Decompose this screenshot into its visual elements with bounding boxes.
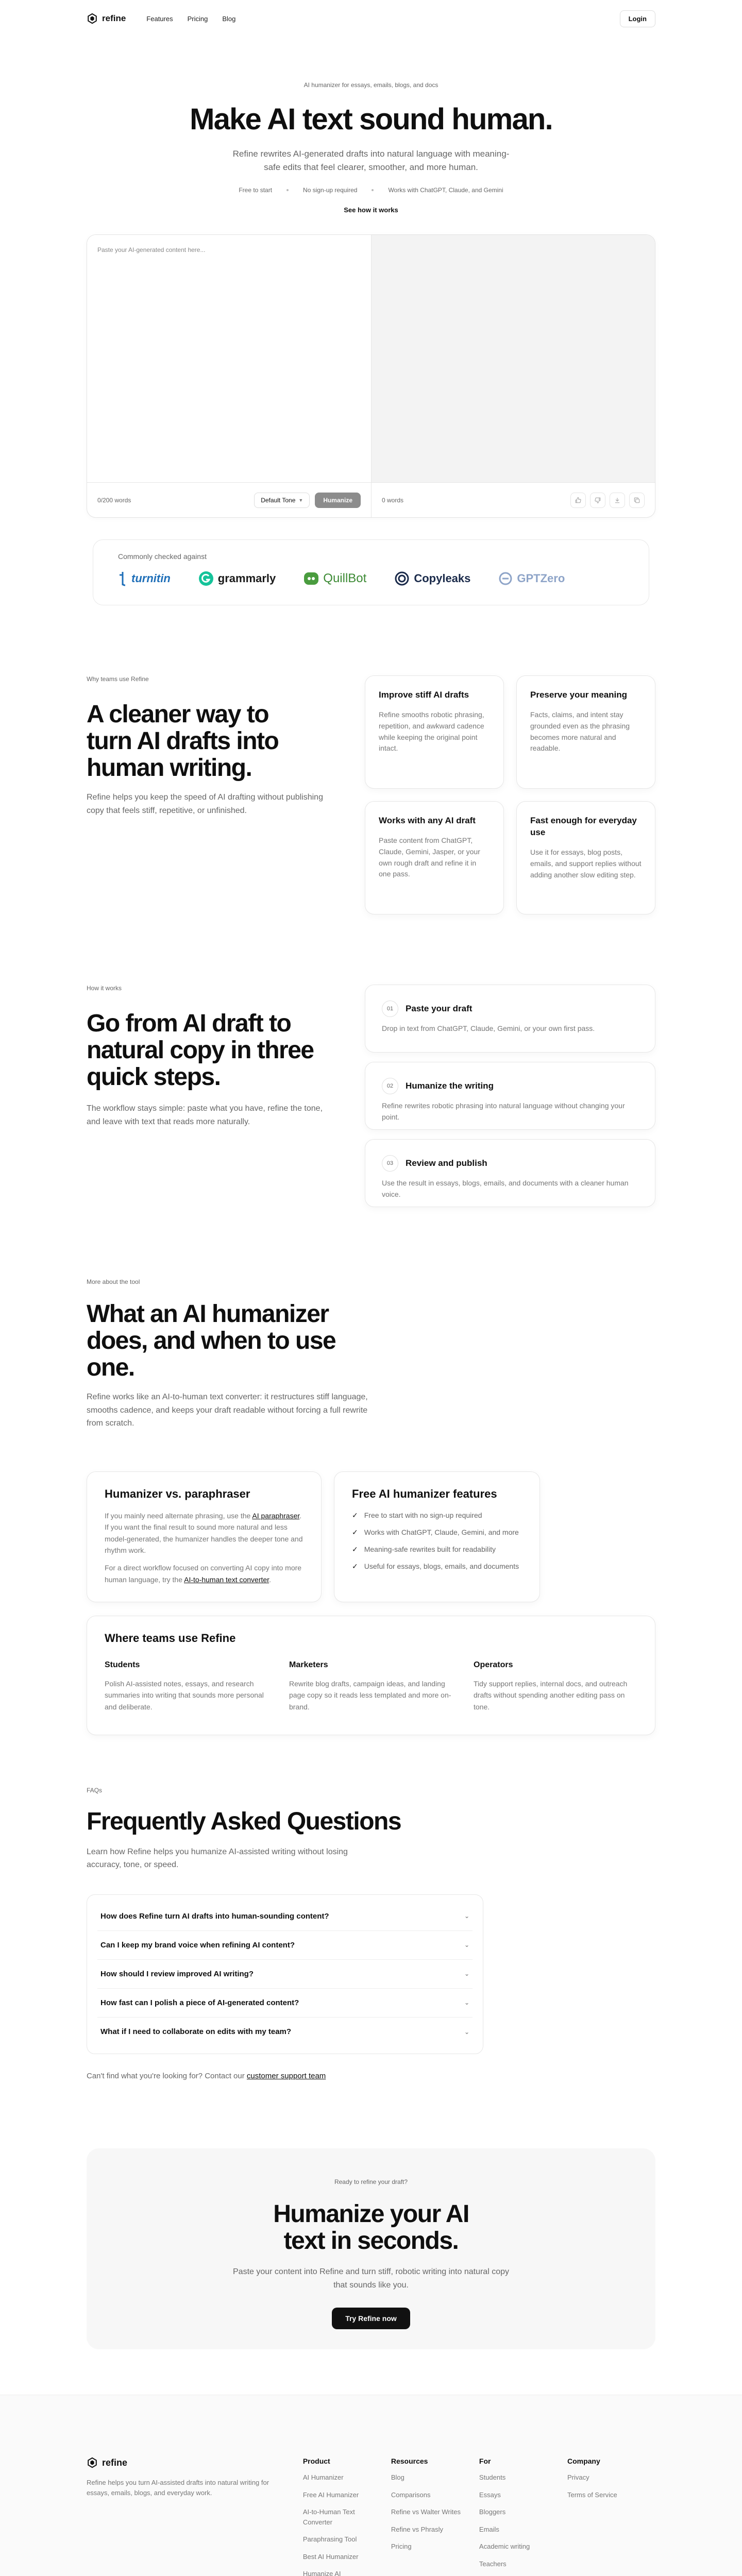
badge-no-signup: No sign-up required	[303, 187, 358, 194]
humanize-button[interactable]: Humanize	[315, 493, 361, 508]
cta-lead: Paste your content into Refine and turn stiff, robotic writing into natural copy that sounds like you.	[233, 2267, 509, 2290]
teams-card	[87, 1616, 655, 1735]
check-icon: ✓	[352, 1511, 358, 1519]
brand-logo[interactable]	[87, 13, 126, 24]
features-title: Free AI humanizer features	[352, 1487, 497, 1500]
faq-question: How should I review improved AI writing?	[100, 1969, 254, 1978]
nav-link-blog[interactable]: Blog	[222, 14, 236, 23]
ai-to-human-link[interactable]: AI-to-human text converter	[184, 1575, 269, 1584]
why-card-title: Preserve your meaning	[530, 690, 628, 700]
why-card-text: Refine smooths robotic phrasing, repetition, and awkward cadence while keeping the original point intact.	[379, 710, 484, 753]
teams-col-title: Operators	[474, 1660, 513, 1669]
footer	[0, 2395, 742, 2576]
teams-col-marketers	[289, 1660, 453, 1713]
more-lead: Refine works like an AI-to-human text converter: it restructures stiff language, smooths cadence, and keeps your draft readable without forcing a full rewrite from scratch.	[87, 1392, 368, 1428]
vs-paragraph-1	[105, 1510, 303, 1556]
footer-link[interactable]: Essays	[479, 2490, 501, 2499]
more-title: What an AI humanizer does, and when to use one.	[87, 1300, 336, 1382]
check-icon: ✓	[352, 1545, 358, 1553]
more-section	[87, 1278, 655, 1735]
why-card-title: Fast enough for everyday use	[530, 816, 637, 838]
faq-question: Can I keep my brand voice when refining AI content?	[100, 1940, 295, 1950]
step-title: Review and publish	[406, 1158, 487, 1168]
humanizer-editor	[87, 234, 655, 518]
feature-item	[352, 1562, 522, 1571]
feature-item	[352, 1511, 522, 1520]
vs-title: Humanizer vs. paraphraser	[105, 1487, 250, 1500]
try-refine-button[interactable]: Try Refine now	[332, 2308, 410, 2329]
turnitin-icon	[118, 571, 127, 586]
copyleaks-icon	[394, 571, 410, 586]
faq-item[interactable]	[97, 1989, 473, 2018]
footer-link[interactable]: Comparisons	[391, 2490, 431, 2499]
teams-columns	[105, 1660, 637, 1713]
ai-paraphraser-link[interactable]: AI paraphraser	[252, 1511, 300, 1520]
turnitin-logo	[118, 571, 171, 586]
teams-col-text: Tidy support replies, internal docs, and outreach drafts without spending another editing pass on tone.	[474, 1679, 628, 1711]
teams-col-students	[105, 1660, 268, 1713]
input-word-count: 0/200 words	[97, 496, 131, 504]
more-kicker: More about the tool	[87, 1278, 140, 1286]
step-number: 01	[382, 1001, 398, 1017]
chevron-down-icon: ▼	[298, 497, 303, 503]
step-text: Use the result in essays, blogs, emails, and documents with a cleaner human voice.	[382, 1179, 629, 1199]
cta-title	[87, 2201, 655, 2255]
footer-link[interactable]: Terms of Service	[567, 2490, 617, 2499]
nav-link-features[interactable]: Features	[146, 14, 173, 23]
step-card	[365, 985, 655, 1053]
grammarly-icon	[198, 571, 214, 586]
faq-item[interactable]	[97, 2018, 473, 2046]
more-cards	[87, 1471, 655, 1602]
vs-paragraph-2	[105, 1562, 303, 1585]
how-section	[87, 985, 655, 1273]
faq-footer	[87, 2072, 655, 2080]
teams-title: Where teams use Refine	[105, 1631, 236, 1645]
footer-links	[567, 2472, 655, 2500]
features-list	[352, 1511, 522, 1571]
gptzero-name: GPTZero	[517, 572, 565, 585]
thumbs-down-icon[interactable]	[590, 493, 605, 508]
hero-title: Make AI text sound human.	[190, 103, 552, 136]
checked-against-panel	[93, 539, 649, 605]
nav-link-pricing[interactable]: Pricing	[187, 14, 208, 23]
footer-col-company	[567, 2457, 655, 2576]
step-head	[382, 1078, 638, 1094]
editor-toolbar	[87, 482, 655, 517]
faq-kicker: FAQs	[87, 1786, 103, 1794]
why-card-title: Improve stiff AI drafts	[379, 690, 469, 700]
footer-blurb: Refine helps you turn AI-assisted drafts into natural writing for essays, emails, blogs, and everyday work.	[87, 2479, 269, 2497]
brand-name: refine	[102, 13, 126, 23]
check-icon: ✓	[352, 1528, 358, 1536]
footer-link[interactable]: Emails	[479, 2525, 499, 2533]
why-card	[365, 801, 504, 914]
thumbs-up-icon[interactable]	[570, 493, 586, 508]
output-toolbar	[372, 483, 655, 517]
tone-value: Default Tone	[261, 496, 296, 504]
logo-icon	[87, 13, 98, 24]
why-card	[365, 675, 504, 789]
why-card-title: Works with any AI draft	[379, 816, 476, 826]
turnitin-name: turnitin	[131, 572, 171, 585]
footer-col-title: Company	[567, 2457, 600, 2465]
step-head	[382, 1001, 638, 1017]
nav-links	[146, 15, 235, 23]
badge-separator	[372, 189, 374, 191]
cta-kicker: Ready to refine your draft?	[334, 2178, 408, 2185]
hero-badges	[87, 187, 655, 194]
grammarly-logo	[198, 571, 276, 586]
faq-question: How does Refine turn AI drafts into human-sounding content?	[100, 1911, 329, 1921]
quillbot-logo	[303, 571, 366, 586]
footer-link[interactable]: Blog	[391, 2473, 404, 2481]
gptzero-logo	[498, 571, 565, 586]
hero	[87, 37, 655, 214]
why-cards	[365, 675, 655, 914]
step-head	[382, 1155, 638, 1172]
support-link[interactable]: customer support team	[246, 2071, 326, 2080]
step-number: 03	[382, 1155, 398, 1172]
output-pane	[372, 235, 655, 482]
copy-icon[interactable]	[629, 493, 645, 508]
footer-link[interactable]: Students	[479, 2473, 506, 2481]
footer-link[interactable]: Bloggers	[479, 2508, 506, 2516]
badge-separator	[286, 189, 289, 191]
footer-brand-name: refine	[102, 2457, 128, 2468]
hero-subtitle: Refine rewrites AI-generated drafts into natural language with meaning-safe edits that feel clearer, smoother, and more human.	[232, 148, 510, 173]
gptzero-icon	[498, 571, 513, 586]
teams-col-title: Marketers	[289, 1660, 328, 1669]
footer-grid	[87, 2457, 655, 2576]
logo-icon	[87, 2457, 98, 2468]
footer-col-title: For	[479, 2457, 491, 2465]
faq-section	[87, 1787, 655, 2080]
cta-panel	[87, 2148, 655, 2349]
grammarly-name: grammarly	[217, 572, 276, 585]
footer-link[interactable]: Privacy	[567, 2473, 589, 2481]
why-card	[516, 801, 655, 914]
vs-text: . If you want the final result to sound more natural and less model-generated, the humanizer handles the deeper tone and rhythm work.	[105, 1511, 303, 1554]
footer-link[interactable]: Humanize AI	[302, 2570, 341, 2576]
cta-title-line: text in seconds.	[283, 2227, 459, 2255]
login-button[interactable]: Login	[620, 10, 655, 27]
tone-select[interactable]	[254, 493, 310, 508]
footer-links	[391, 2472, 479, 2552]
feature-item	[352, 1545, 522, 1554]
how-intro	[87, 985, 334, 1128]
vs-text: If you mainly need alternate phrasing, use the	[105, 1511, 252, 1520]
quillbot-icon	[303, 571, 319, 586]
footer-link[interactable]: Refine vs Walter Writes	[391, 2508, 461, 2516]
footer-link[interactable]: Paraphrasing Tool	[302, 2535, 357, 2543]
download-icon[interactable]	[610, 493, 625, 508]
why-kicker: Why teams use Refine	[87, 675, 149, 683]
footer-brand	[87, 2457, 303, 2576]
top-nav	[87, 0, 655, 37]
chevron-down-icon: ⌄	[464, 1912, 469, 1920]
how-title: Go from AI draft to natural copy in three quick steps.	[87, 1010, 314, 1091]
copyleaks-logo	[394, 571, 470, 586]
teams-col-text: Rewrite blog drafts, campaign ideas, and landing page copy so it reads less templated and more on-brand.	[289, 1679, 451, 1711]
chevron-down-icon: ⌄	[464, 1970, 469, 1978]
footer-link[interactable]: Refine vs Phrasly	[391, 2525, 444, 2533]
vs-text: For a direct workflow focused on converting AI copy into more human language, try the	[105, 1564, 302, 1584]
step-text: Drop in text from ChatGPT, Claude, Gemini, or your own first pass.	[382, 1024, 595, 1033]
cta-title-line: Humanize your AI	[273, 2200, 469, 2228]
footer-col-title: Product	[302, 2457, 330, 2465]
footer-link[interactable]: Free AI Humanizer	[302, 2490, 359, 2499]
teams-col-operators	[474, 1660, 637, 1713]
see-how-link[interactable]: See how it works	[344, 206, 398, 214]
teams-col-text: Polish AI-assisted notes, essays, and research summaries into writing that sounds more personal and deliberate.	[105, 1679, 264, 1711]
check-icon: ✓	[352, 1562, 358, 1570]
faq-question: How fast can I polish a piece of AI-generated content?	[100, 1998, 299, 2007]
chevron-down-icon: ⌄	[464, 1999, 469, 2007]
feature-text: Free to start with no sign-up required	[364, 1511, 482, 1519]
step-title: Paste your draft	[406, 1004, 473, 1014]
footer-col-for	[479, 2457, 567, 2576]
footer-link[interactable]: Academic writing	[479, 2543, 530, 2550]
faq-item[interactable]	[97, 1960, 473, 1989]
why-title: A cleaner way to turn AI drafts into human writing.	[87, 701, 279, 782]
input-textarea[interactable]: Paste your AI-generated content here...	[87, 235, 372, 482]
checked-title: Commonly checked against	[118, 552, 207, 561]
chevron-down-icon: ⌄	[464, 1941, 469, 1949]
footer-link[interactable]: Pricing	[391, 2543, 412, 2550]
faq-footer-text: Can't find what you're looking for? Contact our	[87, 2071, 247, 2080]
vs-text: .	[269, 1575, 271, 1584]
footer-col-resources	[391, 2457, 479, 2576]
faq-title: Frequently Asked Questions	[87, 1807, 401, 1835]
faq-lead: Learn how Refine helps you humanize AI-assisted writing without losing accuracy, tone, or speed.	[87, 1847, 348, 1870]
footer-link[interactable]: AI-to-Human Text Converter	[302, 2508, 355, 2526]
how-steps	[365, 985, 655, 1216]
badge-works-with: Works with ChatGPT, Claude, and Gemini	[388, 187, 503, 194]
why-intro	[87, 675, 329, 817]
output-word-count: 0 words	[382, 496, 404, 504]
step-card	[365, 1062, 655, 1130]
feature-text: Meaning-safe rewrites built for readability	[364, 1545, 496, 1553]
chevron-down-icon: ⌄	[464, 2028, 469, 2036]
features-card	[334, 1471, 540, 1602]
why-section	[87, 675, 655, 954]
step-card	[365, 1139, 655, 1207]
how-lead: The workflow stays simple: paste what you have, refine the tone, and leave with text that reads more naturally.	[87, 1104, 323, 1126]
input-controls	[254, 493, 361, 508]
teams-col-title: Students	[105, 1660, 140, 1669]
faq-accordion	[87, 1894, 483, 2054]
footer-links	[303, 2472, 391, 2576]
footer-links	[479, 2472, 567, 2569]
badge-free: Free to start	[239, 187, 273, 194]
faq-question: What if I need to collaborate on edits with my team?	[100, 2027, 292, 2037]
feature-text: Useful for essays, blogs, emails, and documents	[364, 1562, 519, 1570]
hero-eyebrow: AI humanizer for essays, emails, blogs, and docs	[303, 81, 439, 89]
footer-logo[interactable]	[87, 2457, 303, 2468]
output-actions	[570, 493, 645, 508]
why-card	[516, 675, 655, 789]
footer-link[interactable]: Teachers	[479, 2560, 507, 2568]
faq-item[interactable]	[97, 1902, 473, 1931]
nav-left	[87, 13, 235, 24]
footer-col-title: Resources	[391, 2457, 428, 2465]
input-toolbar	[87, 483, 372, 517]
footer-link[interactable]: Best AI Humanizer	[302, 2552, 359, 2561]
faq-item[interactable]	[97, 1931, 473, 1960]
why-lead: Refine helps you keep the speed of AI drafting without publishing copy that feels stiff, repetitive, or unfinished.	[87, 792, 323, 815]
why-card-text: Use it for essays, blog posts, emails, and support replies without adding another slow editing step.	[530, 848, 642, 879]
why-card-text: Facts, claims, and intent stay grounded even as the phrasing becomes more natural and readable.	[530, 710, 630, 753]
feature-text: Works with ChatGPT, Claude, Gemini, and more	[364, 1528, 519, 1536]
why-card-text: Paste content from ChatGPT, Claude, Gemini, Jasper, or your own rough draft and refine it in one pass.	[379, 836, 480, 878]
feature-item	[352, 1528, 522, 1537]
step-title: Humanize the writing	[406, 1081, 494, 1091]
humanizer-vs-paraphraser-card	[87, 1471, 322, 1602]
step-number: 02	[382, 1078, 398, 1094]
copyleaks-name: Copyleaks	[414, 572, 471, 585]
how-kicker: How it works	[87, 985, 122, 992]
step-text: Refine rewrites robotic phrasing into natural language without changing your point.	[382, 1101, 625, 1122]
footer-link[interactable]: AI Humanizer	[302, 2473, 344, 2481]
checker-logos	[118, 571, 624, 586]
footer-col-product	[303, 2457, 391, 2576]
editor-panes	[87, 235, 655, 482]
quillbot-name: QuillBot	[323, 571, 367, 586]
